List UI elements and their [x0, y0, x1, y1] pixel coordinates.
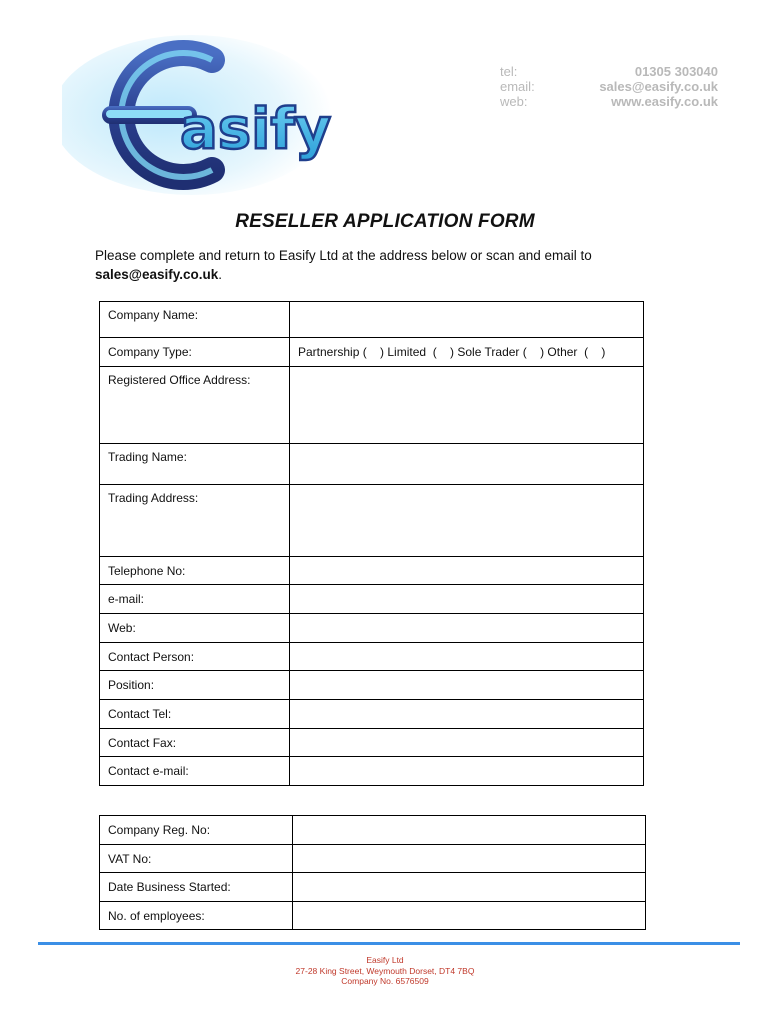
footer-address: 27-28 King Street, Weymouth Dorset, DT4 7BQ: [295, 965, 475, 976]
contact-email-label-cell: Contact e-mail:: [100, 757, 290, 786]
contact-email: [500, 79, 718, 94]
vat-no-label: VAT No:: [100, 845, 293, 873]
intro-end: .: [218, 267, 222, 282]
contact-web-label: web:: [500, 94, 528, 109]
contact-details: [500, 64, 718, 109]
option-sole-trader[interactable]: Sole Trader ( ): [454, 345, 545, 359]
telephone-label: Telephone No:: [100, 557, 290, 585]
table-row: [100, 700, 644, 729]
option-other[interactable]: Other ( ): [544, 345, 606, 359]
table-row: [100, 367, 644, 444]
table-row: [100, 757, 644, 786]
contact-tel-label: tel:: [500, 64, 518, 79]
company-type-label: Company Type:: [100, 338, 290, 367]
table-row: [100, 729, 644, 757]
logo-wordmark: asify: [180, 97, 332, 162]
contact-web: [500, 94, 718, 109]
option-partnership[interactable]: Partnership ( ): [298, 345, 385, 359]
company-reg-no-label: Company Reg. No:: [100, 816, 293, 845]
table-row: [100, 845, 646, 873]
table-row: [100, 902, 646, 930]
contact-tel-value: 01305 303040: [634, 64, 718, 79]
web-field[interactable]: [290, 614, 644, 643]
telephone-field[interactable]: [290, 557, 644, 585]
position-field[interactable]: [290, 671, 644, 700]
intro-email: sales@easify.co.uk: [95, 267, 219, 282]
table-row: [100, 585, 644, 614]
table-row: [100, 614, 644, 643]
contact-web-value: www.easify.co.uk: [611, 94, 718, 109]
form-title: RESELLER APPLICATION FORM: [235, 211, 535, 232]
table-row: [100, 816, 646, 845]
intro-text: [95, 246, 655, 284]
footer-company: Easify Ltd: [366, 955, 404, 965]
table-row: [100, 643, 644, 671]
footer-company-no: Company No. 6576509: [341, 976, 429, 986]
footer-divider: [38, 942, 740, 945]
contact-tel-field[interactable]: [290, 700, 644, 729]
trading-address-label: Trading Address:: [100, 485, 290, 557]
contact-tel: [500, 64, 718, 79]
table-row: [100, 557, 644, 585]
contact-fax-field[interactable]: [290, 729, 644, 757]
table-row: [100, 671, 644, 700]
no-of-employees-field[interactable]: [293, 902, 646, 930]
trading-address-field[interactable]: [290, 485, 644, 557]
company-reg-no-field[interactable]: [293, 816, 646, 845]
footer: [0, 955, 770, 987]
contact-person-label: Contact Person:: [100, 643, 290, 671]
web-label: Web:: [100, 614, 290, 643]
date-business-started-label: Date Business Started:: [100, 873, 293, 902]
easify-logo: [62, 30, 362, 195]
contact-tel-label-cell: Contact Tel:: [100, 700, 290, 729]
table-row: [100, 338, 644, 367]
contact-email-field[interactable]: [290, 757, 644, 786]
registered-office-address-field[interactable]: [290, 367, 644, 444]
company-name-label: Company Name:: [100, 302, 290, 338]
contact-email-label: email:: [500, 79, 535, 94]
company-name-field[interactable]: [290, 302, 644, 338]
table-row: [100, 485, 644, 557]
no-of-employees-label: No. of employees:: [100, 902, 293, 930]
trading-name-label: Trading Name:: [100, 444, 290, 485]
intro-sentence: Please complete and return to Easify Ltd at the address below or scan and email to: [95, 248, 592, 263]
contact-email-value: sales@easify.co.uk: [599, 79, 718, 94]
contact-person-field[interactable]: [290, 643, 644, 671]
table-row: [100, 873, 646, 902]
table-row: [100, 444, 644, 485]
email-label: e-mail:: [100, 585, 290, 614]
vat-no-field[interactable]: [293, 845, 646, 873]
date-business-started-field[interactable]: [293, 873, 646, 902]
registered-office-address-label: Registered Office Address:: [100, 367, 290, 444]
table-row: [100, 302, 644, 338]
trading-name-field[interactable]: [290, 444, 644, 485]
reseller-details-table: [99, 301, 644, 786]
contact-fax-label: Contact Fax:: [100, 729, 290, 757]
option-limited[interactable]: Limited ( ): [384, 345, 455, 359]
email-field[interactable]: [290, 585, 644, 614]
business-details-table: [99, 815, 646, 930]
position-label: Position:: [100, 671, 290, 700]
company-type-field[interactable]: [290, 338, 644, 367]
